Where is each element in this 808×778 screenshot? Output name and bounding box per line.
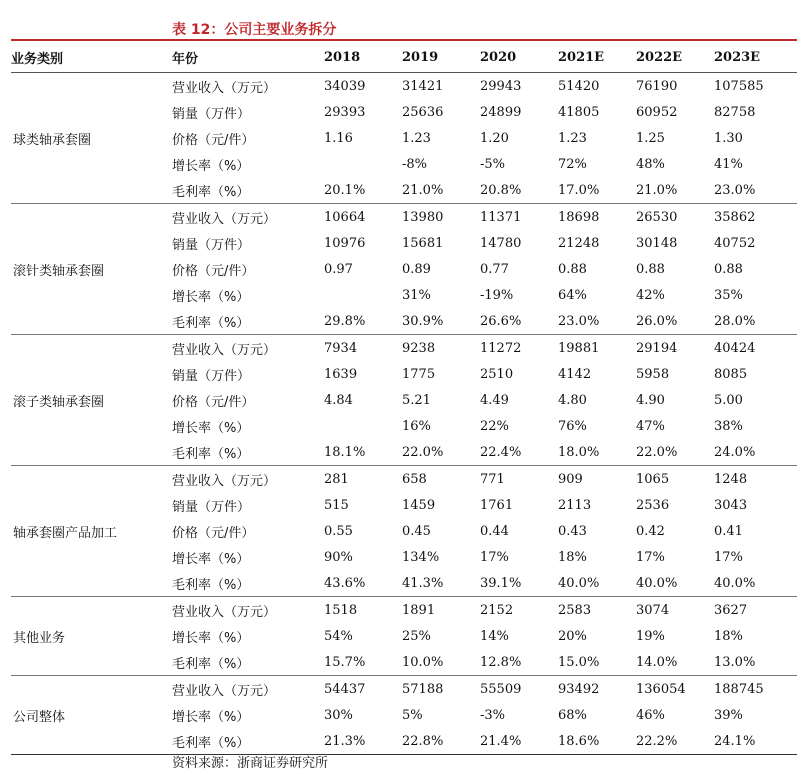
- value-cell: 5.21: [402, 392, 431, 408]
- value-cell: 41.3%: [402, 570, 480, 597]
- value-cell: 29943: [480, 78, 522, 94]
- value-cell: 31%: [402, 287, 431, 303]
- metric-label: 毛利率（%）: [172, 439, 324, 466]
- value-cell: 21.0%: [636, 177, 714, 204]
- value-cell: 51420: [558, 78, 600, 94]
- value-cell: 43.6%: [324, 570, 402, 597]
- metric-label: 价格（元/件）: [172, 525, 255, 541]
- value-cell: 24.1%: [714, 728, 797, 755]
- source-note: 资料来源：浙商证券研究所: [172, 756, 329, 771]
- value-cell: 40752: [714, 235, 756, 251]
- value-cell: 0.42: [636, 523, 665, 539]
- value-cell: 5958: [636, 366, 670, 382]
- metric-label: 营业收入（万元）: [172, 342, 277, 358]
- value-cell: 20.8%: [480, 177, 558, 204]
- value-cell: 17%: [480, 549, 509, 565]
- value-cell: 107585: [714, 78, 764, 94]
- value-cell: 0.44: [480, 523, 509, 539]
- metric-label: 增长率（%）: [172, 289, 250, 305]
- value-cell: 14.0%: [636, 649, 714, 676]
- value-cell: 3074: [636, 602, 670, 618]
- table-row: [11, 466, 797, 493]
- metric-label: 价格（元/件）: [172, 263, 255, 279]
- value-cell: 34039: [324, 78, 366, 94]
- value-cell: 515: [324, 497, 349, 513]
- value-cell: 29194: [636, 340, 678, 356]
- value-cell: 26.6%: [480, 308, 558, 335]
- value-cell: 22.8%: [402, 728, 480, 755]
- value-cell: 3627: [714, 602, 748, 618]
- header-year: 2020: [480, 42, 558, 73]
- value-cell: 19%: [636, 628, 665, 644]
- value-cell: 22.0%: [402, 439, 480, 466]
- value-cell: 24899: [480, 104, 522, 120]
- value-cell: 9238: [402, 340, 436, 356]
- value-cell: 2536: [636, 497, 670, 513]
- metric-label: 增长率（%）: [172, 551, 250, 567]
- value-cell: 10.0%: [402, 649, 480, 676]
- value-cell: 17%: [636, 549, 665, 565]
- value-cell: 13980: [402, 209, 444, 225]
- metric-label: 增长率（%）: [172, 709, 250, 725]
- value-cell: 82758: [714, 104, 756, 120]
- metric-label: 营业收入（万元）: [172, 80, 277, 96]
- value-cell: 42%: [636, 287, 665, 303]
- header-item: 年份: [172, 42, 324, 73]
- value-cell: 21.0%: [402, 177, 480, 204]
- value-cell: 21.4%: [480, 728, 558, 755]
- table-row: [11, 597, 797, 624]
- value-cell: 8085: [714, 366, 748, 382]
- value-cell: 14%: [480, 628, 509, 644]
- metric-label: 销量（万件）: [172, 106, 251, 122]
- value-cell: 60952: [636, 104, 678, 120]
- value-cell: 1775: [402, 366, 436, 382]
- value-cell: 47%: [636, 418, 665, 434]
- value-cell: 16%: [402, 418, 431, 434]
- header-row: [11, 42, 797, 73]
- value-cell: 15.0%: [558, 649, 636, 676]
- value-cell: 25%: [402, 628, 431, 644]
- value-cell: 17%: [714, 549, 743, 565]
- value-cell: 4.80: [558, 392, 587, 408]
- value-cell: 11272: [480, 340, 522, 356]
- business-category: 滚子类轴承套圈: [11, 335, 172, 466]
- value-cell: 14780: [480, 235, 522, 251]
- value-cell: 19881: [558, 340, 600, 356]
- value-cell: 1.30: [714, 130, 743, 146]
- value-cell: 26530: [636, 209, 678, 225]
- value-cell: 4.90: [636, 392, 665, 408]
- value-cell: 658: [402, 471, 427, 487]
- value-cell: 188745: [714, 681, 764, 697]
- value-cell: 57188: [402, 681, 444, 697]
- value-cell: 1065: [636, 471, 670, 487]
- value-cell: 909: [558, 471, 583, 487]
- value-cell: 0.88: [636, 261, 665, 277]
- value-cell: -3%: [480, 707, 506, 723]
- value-cell: 20.1%: [324, 177, 402, 204]
- value-cell: 18.1%: [324, 439, 402, 466]
- value-cell: 18%: [714, 628, 743, 644]
- value-cell: 40.0%: [714, 570, 797, 597]
- value-cell: 0.88: [714, 261, 743, 277]
- title-row: [0, 0, 808, 40]
- value-cell: 15681: [402, 235, 444, 251]
- value-cell: 41%: [714, 156, 743, 172]
- table-row: [11, 204, 797, 231]
- value-cell: 2152: [480, 602, 514, 618]
- header-year: 2023E: [714, 42, 797, 73]
- table-row: [11, 676, 797, 703]
- value-cell: 31421: [402, 78, 444, 94]
- value-cell: 1761: [480, 497, 514, 513]
- value-cell: 1.16: [324, 130, 353, 146]
- value-cell: 76190: [636, 78, 678, 94]
- metric-label: 价格（元/件）: [172, 132, 255, 148]
- value-cell: 23.0%: [558, 308, 636, 335]
- value-cell: 30%: [324, 707, 353, 723]
- value-cell: 1.23: [558, 130, 587, 146]
- top-rule: [11, 39, 797, 41]
- business-category: 球类轴承套圈: [11, 73, 172, 204]
- value-cell: 771: [480, 471, 505, 487]
- value-cell: 68%: [558, 707, 587, 723]
- value-cell: 18698: [558, 209, 600, 225]
- value-cell: 18.0%: [558, 439, 636, 466]
- value-cell: 4.84: [324, 392, 353, 408]
- header-business: 业务类别: [11, 42, 172, 73]
- value-cell: 136054: [636, 681, 686, 697]
- value-cell: 29393: [324, 104, 366, 120]
- value-cell: 18.6%: [558, 728, 636, 755]
- value-cell: 40.0%: [636, 570, 714, 597]
- header-year: 2018: [324, 42, 402, 73]
- metric-label: 毛利率（%）: [172, 728, 324, 755]
- value-cell: 20%: [558, 628, 587, 644]
- value-cell: 28.0%: [714, 308, 797, 335]
- value-cell: 1459: [402, 497, 436, 513]
- value-cell: 39.1%: [480, 570, 558, 597]
- metric-label: 销量（万件）: [172, 237, 251, 253]
- value-cell: 90%: [324, 549, 353, 565]
- value-cell: 54%: [324, 628, 353, 644]
- value-cell: 30.9%: [402, 308, 480, 335]
- value-cell: 13.0%: [714, 649, 797, 676]
- value-cell: 4142: [558, 366, 592, 382]
- value-cell: 76%: [558, 418, 587, 434]
- metric-label: 增长率（%）: [172, 630, 250, 646]
- value-cell: 25636: [402, 104, 444, 120]
- value-cell: 5.00: [714, 392, 743, 408]
- business-category: 轴承套圈产品加工: [11, 466, 172, 597]
- value-cell: [324, 151, 402, 177]
- value-cell: 0.97: [324, 261, 353, 277]
- value-cell: 40.0%: [558, 570, 636, 597]
- value-cell: 46%: [636, 707, 665, 723]
- business-category: 其他业务: [11, 597, 172, 676]
- value-cell: 2510: [480, 366, 514, 382]
- value-cell: 15.7%: [324, 649, 402, 676]
- value-cell: 72%: [558, 156, 587, 172]
- value-cell: 0.41: [714, 523, 743, 539]
- value-cell: 21.3%: [324, 728, 402, 755]
- value-cell: 1639: [324, 366, 358, 382]
- value-cell: 0.43: [558, 523, 587, 539]
- value-cell: 22.2%: [636, 728, 714, 755]
- value-cell: 10976: [324, 235, 366, 251]
- value-cell: 40424: [714, 340, 756, 356]
- table-row: [11, 335, 797, 362]
- value-cell: 38%: [714, 418, 743, 434]
- table-row: [11, 73, 797, 100]
- value-cell: 11371: [480, 209, 522, 225]
- value-cell: 23.0%: [714, 177, 797, 204]
- value-cell: 134%: [402, 549, 440, 565]
- value-cell: 1891: [402, 602, 436, 618]
- value-cell: 18%: [558, 549, 587, 565]
- value-cell: 22.4%: [480, 439, 558, 466]
- header-year: 2021E: [558, 42, 636, 73]
- business-breakdown-table: [11, 42, 797, 755]
- business-category: 滚针类轴承套圈: [11, 204, 172, 335]
- value-cell: 2583: [558, 602, 592, 618]
- value-cell: 17.0%: [558, 177, 636, 204]
- metric-label: 毛利率（%）: [172, 649, 324, 676]
- metric-label: 毛利率（%）: [172, 308, 324, 335]
- metric-label: 增长率（%）: [172, 158, 250, 174]
- value-cell: 30148: [636, 235, 678, 251]
- value-cell: 24.0%: [714, 439, 797, 466]
- value-cell: 0.88: [558, 261, 587, 277]
- value-cell: 1.25: [636, 130, 665, 146]
- value-cell: 29.8%: [324, 308, 402, 335]
- table-body: [11, 73, 797, 755]
- table-title: 表 12：公司主要业务拆分: [172, 22, 337, 38]
- value-cell: 26.0%: [636, 308, 714, 335]
- metric-label: 销量（万件）: [172, 368, 251, 384]
- value-cell: 0.45: [402, 523, 431, 539]
- metric-label: 营业收入（万元）: [172, 604, 277, 620]
- value-cell: 64%: [558, 287, 587, 303]
- value-cell: 0.89: [402, 261, 431, 277]
- value-cell: 281: [324, 471, 349, 487]
- value-cell: [324, 282, 402, 308]
- value-cell: -5%: [480, 156, 506, 172]
- value-cell: 21248: [558, 235, 600, 251]
- metric-label: 价格（元/件）: [172, 394, 255, 410]
- metric-label: 营业收入（万元）: [172, 683, 277, 699]
- metric-label: 增长率（%）: [172, 420, 250, 436]
- value-cell: 93492: [558, 681, 600, 697]
- value-cell: 48%: [636, 156, 665, 172]
- metric-label: 毛利率（%）: [172, 570, 324, 597]
- value-cell: -19%: [480, 287, 514, 303]
- value-cell: 12.8%: [480, 649, 558, 676]
- value-cell: 5%: [402, 707, 423, 723]
- value-cell: 1518: [324, 602, 358, 618]
- value-cell: 22%: [480, 418, 509, 434]
- value-cell: [324, 413, 402, 439]
- value-cell: 10664: [324, 209, 366, 225]
- value-cell: 1.20: [480, 130, 509, 146]
- value-cell: 0.55: [324, 523, 353, 539]
- value-cell: 22.0%: [636, 439, 714, 466]
- metric-label: 营业收入（万元）: [172, 211, 277, 227]
- value-cell: 1.23: [402, 130, 431, 146]
- value-cell: 0.77: [480, 261, 509, 277]
- value-cell: 55509: [480, 681, 522, 697]
- value-cell: 35862: [714, 209, 756, 225]
- value-cell: 1248: [714, 471, 748, 487]
- value-cell: 35%: [714, 287, 743, 303]
- header-year: 2022E: [636, 42, 714, 73]
- value-cell: 3043: [714, 497, 748, 513]
- value-cell: 54437: [324, 681, 366, 697]
- value-cell: 41805: [558, 104, 600, 120]
- metric-label: 销量（万件）: [172, 499, 251, 515]
- value-cell: 2113: [558, 497, 592, 513]
- metric-label: 毛利率（%）: [172, 177, 324, 204]
- header-year: 2019: [402, 42, 480, 73]
- business-category: 公司整体: [11, 676, 172, 755]
- value-cell: -8%: [402, 156, 428, 172]
- value-cell: 39%: [714, 707, 743, 723]
- value-cell: 4.49: [480, 392, 509, 408]
- metric-label: 营业收入（万元）: [172, 473, 277, 489]
- value-cell: 7934: [324, 340, 358, 356]
